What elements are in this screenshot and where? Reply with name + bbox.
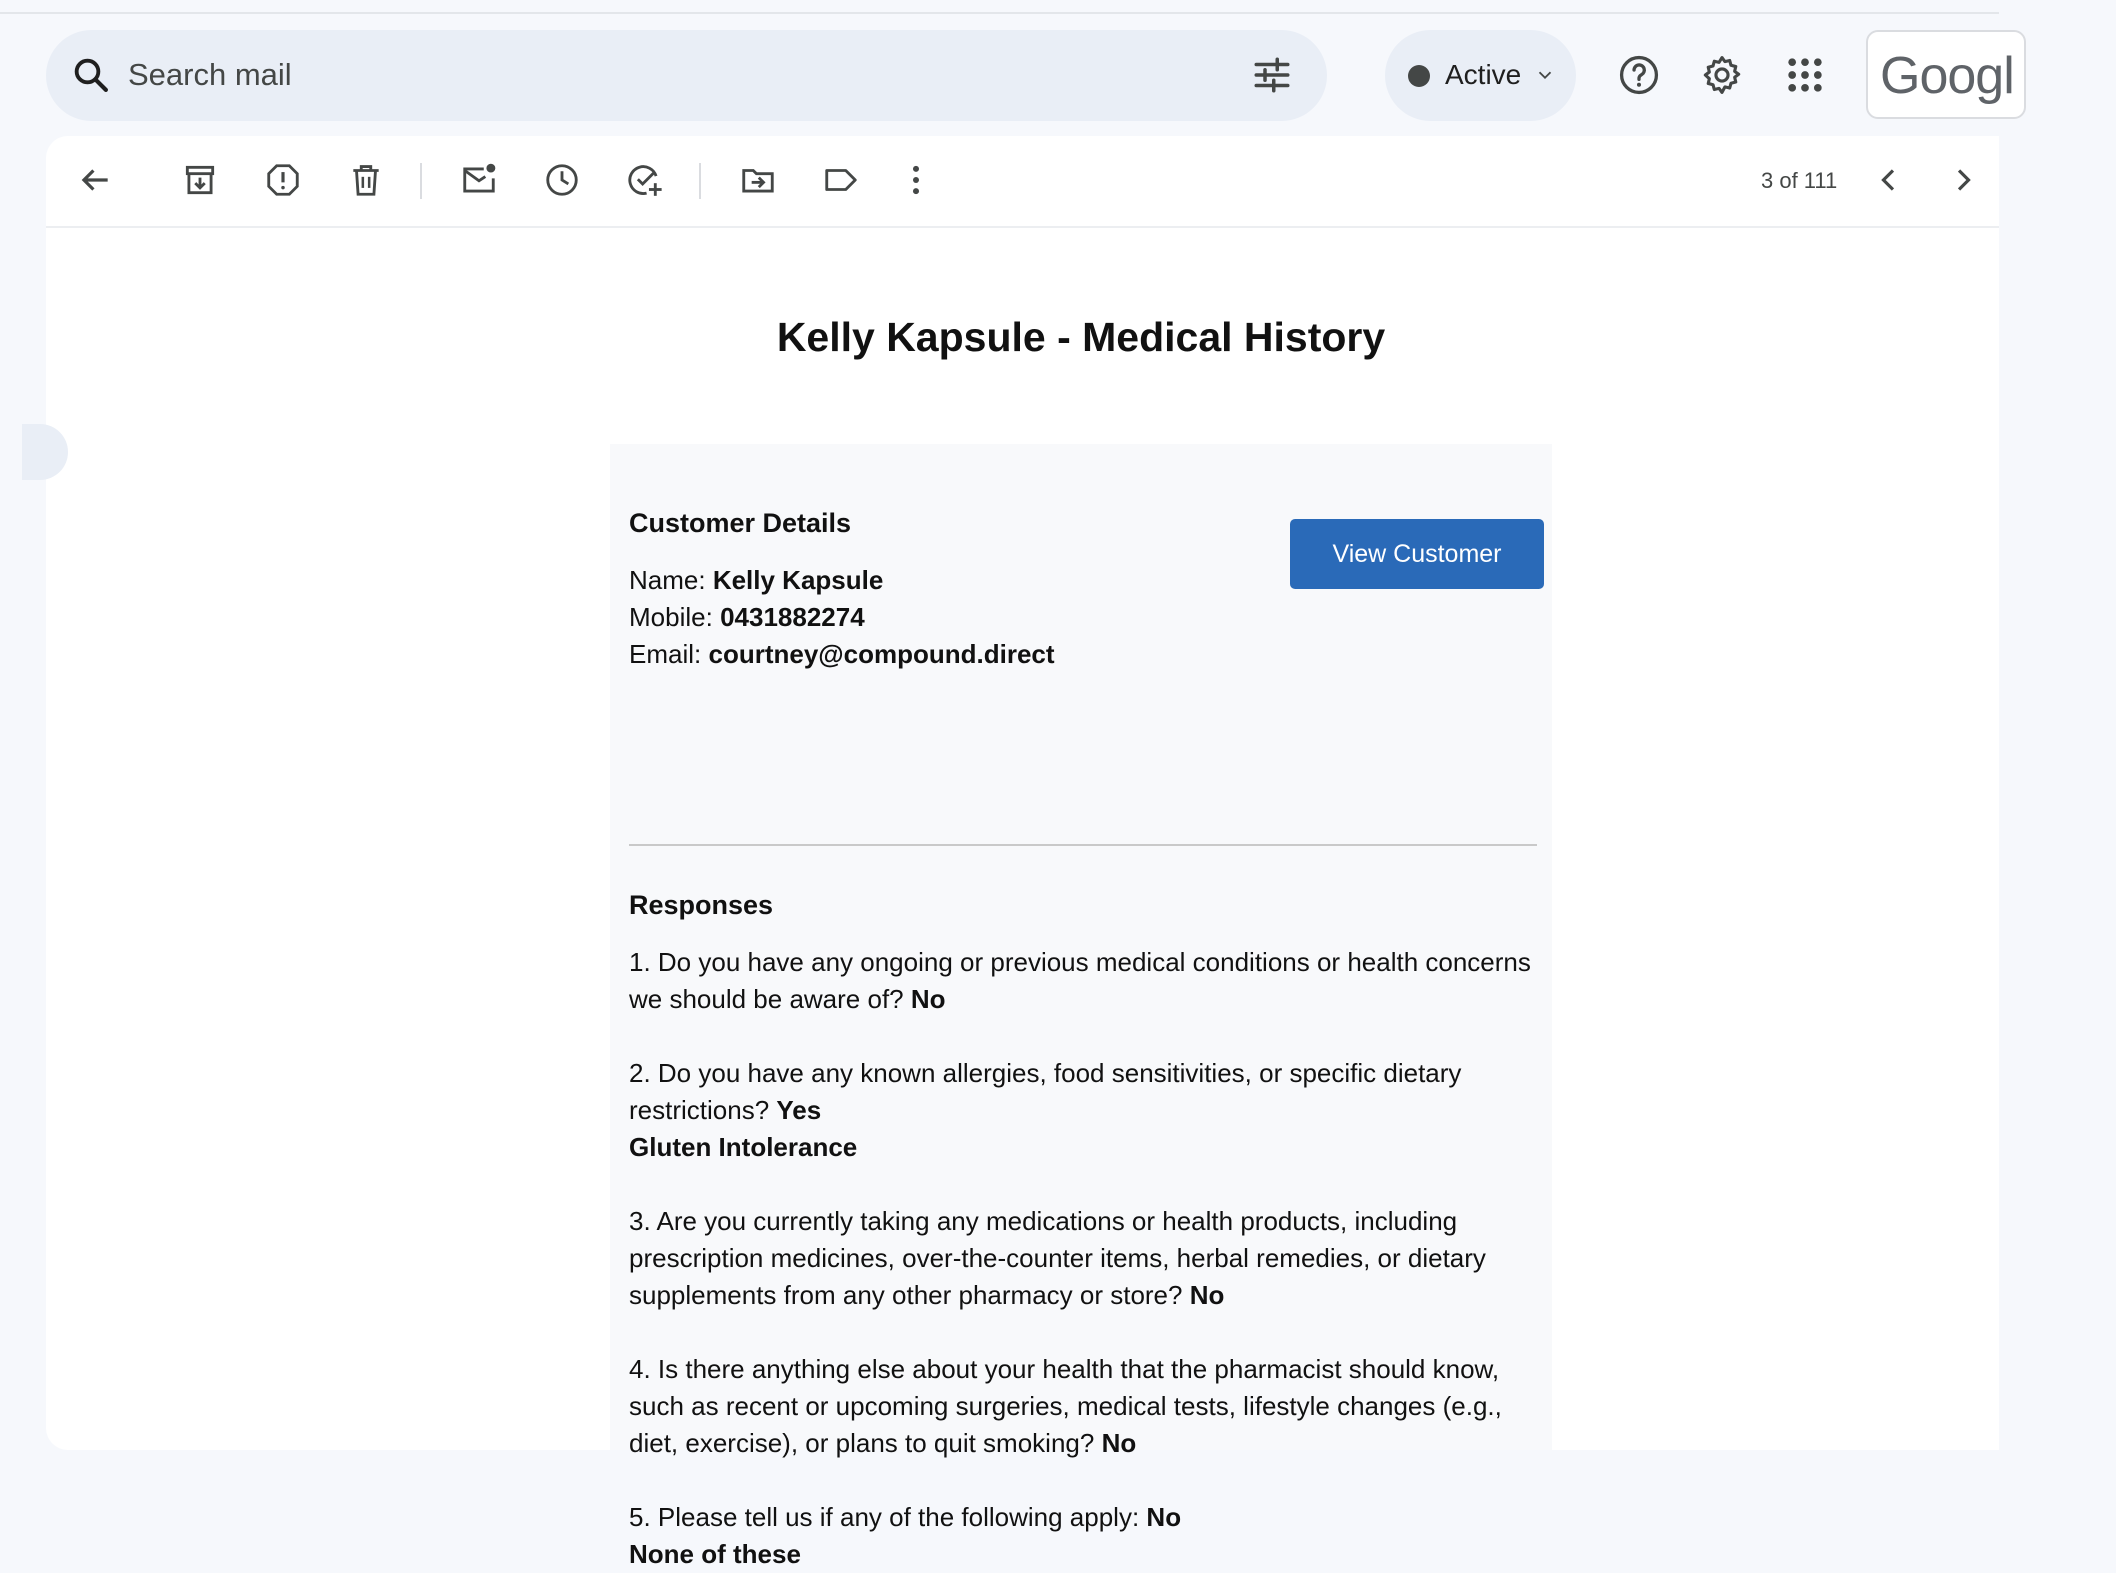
- chevron-down-icon: [1534, 64, 1556, 86]
- status-dot: [1408, 65, 1430, 87]
- customer-email-line: [629, 639, 1055, 670]
- customer-mobile-line: [629, 602, 865, 633]
- response-detail: Gluten Intolerance: [629, 1132, 858, 1162]
- snooze-icon[interactable]: [543, 161, 581, 199]
- section-divider: [629, 844, 1537, 846]
- medical-history-card: [610, 444, 1552, 1569]
- label-icon[interactable]: [822, 161, 860, 199]
- email-label: Email:: [629, 639, 702, 669]
- toolbar-divider: [420, 163, 422, 199]
- responses-heading: Responses: [629, 890, 774, 920]
- name-value: Kelly Kapsule: [712, 565, 884, 595]
- report-spam-icon[interactable]: [264, 161, 302, 199]
- message-toolbar: [46, 136, 1999, 228]
- name-label: Name:: [629, 565, 706, 595]
- response-question: 2. Do you have any known allergies, food sensitivities, or specific dietary restrictions?: [629, 1058, 1462, 1125]
- response-item: [629, 1499, 1537, 1573]
- response-question: 3. Are you currently taking any medications or health products, including prescription medicines, over-the-counter items, herbal remedies, or dietary supplements from any other pharmacy or store?: [629, 1206, 1486, 1310]
- response-answer: No: [1189, 1280, 1225, 1310]
- email-value: courtney@compound.direct: [708, 639, 1055, 669]
- mark-unread-icon[interactable]: [460, 161, 498, 199]
- search-input[interactable]: [128, 50, 1178, 100]
- response-question: 4. Is there anything else about your health that the pharmacist should know, such as recent or upcoming surgeries, medical tests, lifestyle changes (e.g., diet, exercise), or plans to quit smoking?: [629, 1354, 1502, 1458]
- response-item: [629, 1203, 1537, 1314]
- next-icon[interactable]: [1944, 161, 1982, 199]
- response-question: 1. Do you have any ongoing or previous medical conditions or health concerns we should be aware of?: [629, 947, 1531, 1014]
- toolbar-divider: [699, 163, 701, 199]
- response-answer: No: [910, 984, 946, 1014]
- response-answer: Yes: [776, 1095, 822, 1125]
- help-icon[interactable]: [1617, 53, 1661, 97]
- response-item: [629, 944, 1537, 1018]
- move-to-icon[interactable]: [739, 161, 777, 199]
- google-logo-text: Googl: [1880, 47, 2014, 105]
- google-account-button[interactable]: [1866, 30, 2026, 119]
- archive-icon[interactable]: [181, 161, 219, 199]
- search-bar[interactable]: [46, 30, 1327, 121]
- delete-icon[interactable]: [347, 161, 385, 199]
- pager-count: 3 of 111: [1761, 168, 1838, 193]
- response-answer: No: [1101, 1428, 1137, 1458]
- more-options-icon[interactable]: [897, 161, 935, 199]
- response-answer: No: [1146, 1502, 1182, 1532]
- view-customer-button[interactable]: View Customer: [1290, 519, 1544, 589]
- prev-icon[interactable]: [1870, 161, 1908, 199]
- response-item: [629, 1055, 1537, 1166]
- mobile-label: Mobile:: [629, 602, 713, 632]
- response-item: [629, 1351, 1537, 1462]
- customer-name-line: [629, 565, 883, 596]
- message-panel: [46, 136, 1999, 1569]
- filter-icon[interactable]: [1251, 54, 1293, 96]
- gear-icon[interactable]: [1700, 53, 1744, 97]
- response-detail: None of these: [629, 1539, 801, 1569]
- search-icon[interactable]: [70, 54, 112, 96]
- customer-details-heading: Customer Details: [629, 508, 852, 538]
- response-question: 5. Please tell us if any of the following apply:: [629, 1502, 1140, 1532]
- back-arrow-icon[interactable]: [76, 161, 114, 199]
- email-title: Kelly Kapsule - Medical History: [776, 314, 1386, 360]
- add-task-icon[interactable]: [626, 161, 664, 199]
- status-dropdown[interactable]: [1385, 30, 1576, 121]
- status-label: Active: [1445, 59, 1522, 90]
- apps-icon[interactable]: [1783, 53, 1827, 97]
- window-top-edge: [0, 0, 1999, 14]
- mobile-value: 0431882274: [720, 602, 865, 632]
- side-panel-toggle[interactable]: [22, 424, 68, 480]
